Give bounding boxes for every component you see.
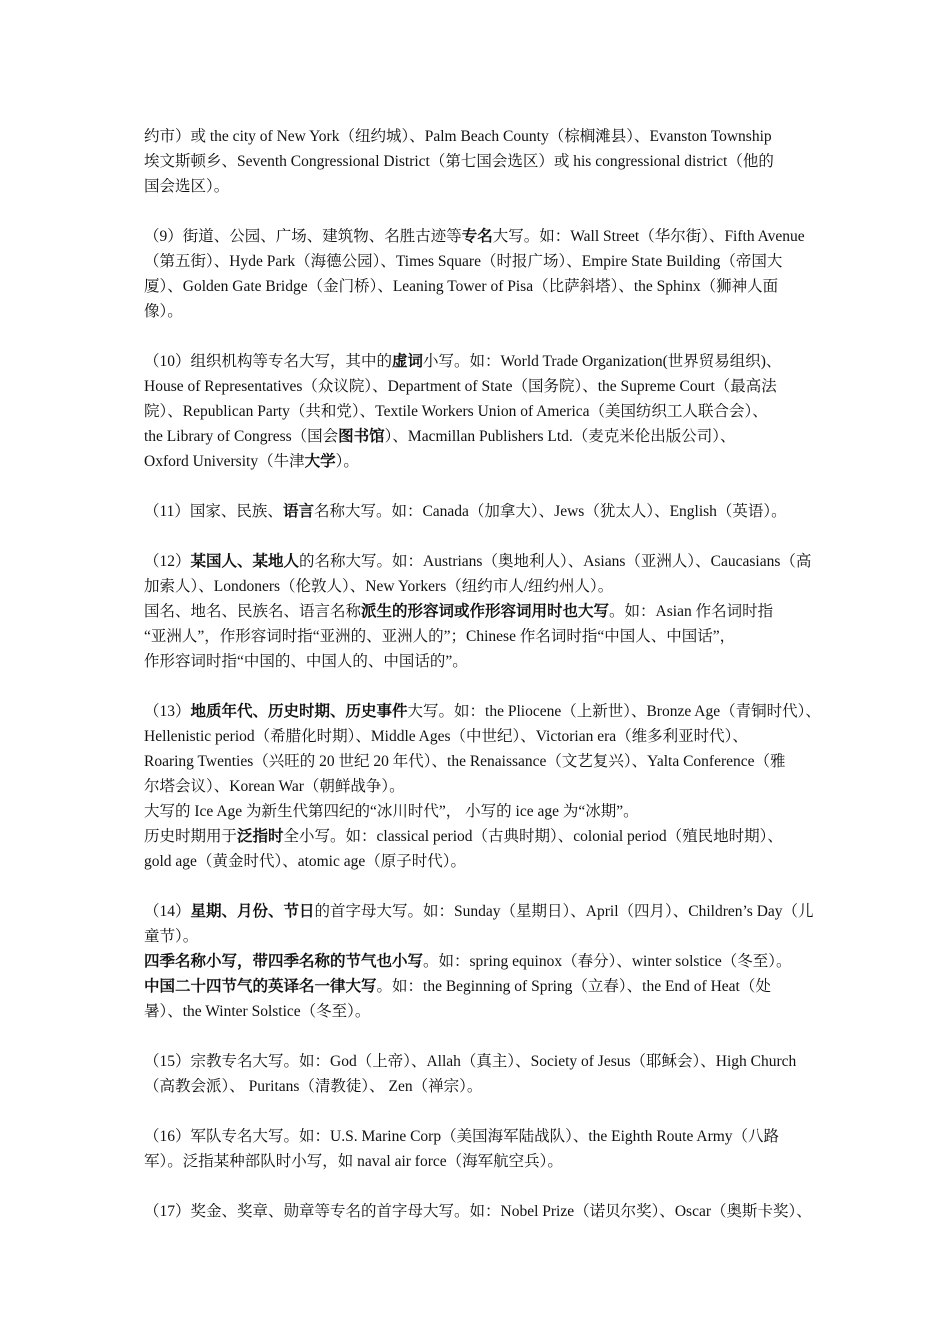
text-run: 国名、地名、民族名、语言名称 [144, 603, 362, 620]
text-line [144, 749, 820, 774]
text-run: 大写。如：the Pliocene（上新世）、Bronze Age（青铜时代）、 [407, 703, 821, 720]
text-run: 厦）、Golden Gate Bridge（金门桥）、Leaning Tower of Pisa（比萨斜塔）、the Sphinx（狮神人面 [144, 278, 779, 295]
text-run: 作形容词时指“中国的、中国人的、中国话的”。 [144, 653, 468, 670]
text-line [144, 1124, 820, 1149]
paragraph [144, 1199, 820, 1224]
text-line [144, 574, 820, 599]
text-line [144, 849, 820, 874]
text-line [144, 549, 820, 574]
emphasis-text: 派生的形容词或作形容词用时也大写 [361, 603, 610, 620]
text-run: 大写。如：Wall Street（华尔街）、Fifth Avenue [492, 228, 805, 245]
emphasis-text: 中国二十四节气的英译名一律大写 [144, 978, 377, 995]
emphasis-text: 语言 [282, 503, 314, 520]
text-line [144, 774, 820, 799]
paragraph-gap [144, 324, 820, 349]
paragraph-gap [144, 199, 820, 224]
text-run: ）、Macmillan Publishers Ltd.（麦克米伦出版公司）、 [384, 428, 736, 445]
text-run: 约市）或 the city of New York（纽约城）、Palm Beach County（棕榈滩县）、Evanston Township [144, 128, 772, 145]
emphasis-text: 大学 [304, 453, 336, 470]
text-run: 尔塔会议）、Korean War（朝鲜战争）。 [144, 778, 405, 795]
text-line [144, 999, 820, 1024]
text-line [144, 499, 820, 524]
text-run: Roaring Twenties（兴旺的 20 世纪 20 年代）、the Renaissance（文艺复兴）、Yalta Conference（雅 [144, 753, 786, 770]
paragraph-gap [144, 1099, 820, 1124]
text-line [144, 224, 820, 249]
text-line [144, 699, 820, 724]
emphasis-text: 专名 [461, 228, 493, 245]
text-line [144, 299, 820, 324]
emphasis-text: 图书馆 [338, 428, 385, 445]
text-line [144, 624, 820, 649]
text-line [144, 1199, 820, 1224]
paragraph [144, 1049, 820, 1099]
text-line [144, 449, 820, 474]
paragraph-gap [144, 1024, 820, 1049]
text-line [144, 899, 820, 924]
text-run: （13） [144, 703, 191, 720]
text-run: Oxford University（牛津 [144, 453, 305, 470]
text-run: （16）军队专名大写。如：U.S. Marine Corp（美国海军陆战队）、the Eighth Route Army（八路 [144, 1128, 780, 1145]
text-run: 。如：Asian 作名词时指 [609, 603, 774, 620]
text-line [144, 274, 820, 299]
text-line [144, 149, 820, 174]
paragraph [144, 499, 820, 524]
text-line [144, 174, 820, 199]
text-run: 像）。 [144, 303, 183, 320]
text-line [144, 399, 820, 424]
text-line [144, 599, 820, 624]
paragraph-gap [144, 674, 820, 699]
text-run: 历史时期用于 [144, 828, 238, 845]
emphasis-text: 虚词 [392, 353, 424, 370]
text-run: 加索人）、Londoners（伦敦人）、New Yorkers（纽约市人/纽约州人）。 [144, 578, 614, 595]
text-run: 的首字母大写。如：Sunday（星期日）、April（四月）、Children’s Day（儿 [314, 903, 814, 920]
paragraph-gap [144, 524, 820, 549]
paragraph [144, 699, 820, 874]
text-run: （11）国家、民族、 [144, 503, 283, 520]
emphasis-text: 地质年代、历史时期、历史事件 [190, 703, 408, 720]
text-run: 小写。如：World Trade Organization(世界贸易组织)、 [423, 353, 782, 370]
text-run: the Library of Congress（国会 [144, 428, 339, 445]
text-run: House of Representatives（众议院）、Department of State（国务院）、the Supreme Court（最高法 [144, 378, 777, 395]
paragraph [144, 1124, 820, 1174]
emphasis-text: 星期、月份、节日 [190, 903, 315, 920]
emphasis-text: 某国人、某地人 [190, 553, 300, 570]
text-run: （高教会派）、 Puritans（清教徒）、 Zen（禅宗）。 [144, 1078, 483, 1095]
text-line [144, 349, 820, 374]
text-run: ）。 [335, 453, 359, 470]
text-run: （9）街道、公园、广场、建筑物、名胜古迹等 [144, 228, 462, 245]
text-run: 的名称大写。如：Austrians（奥地利人）、Asians（亚洲人）、Caucasians（高 [299, 553, 812, 570]
text-line [144, 974, 820, 999]
text-run: 暑）、the Winter Solstice（冬至）。 [144, 1003, 371, 1020]
text-line [144, 799, 820, 824]
text-line [144, 924, 820, 949]
emphasis-text: 泛指时 [237, 828, 284, 845]
paragraph [144, 899, 820, 1024]
text-line [144, 1149, 820, 1174]
text-run: （第五街）、Hyde Park（海德公园）、Times Square（时报广场）、Empire State Building（帝国大 [144, 253, 783, 270]
text-run: （10）组织机构等专名大写，其中的 [144, 353, 393, 370]
paragraph [144, 349, 820, 474]
paragraph-gap [144, 1174, 820, 1199]
text-line [144, 949, 820, 974]
text-run: （14） [144, 903, 191, 920]
paragraph [144, 124, 820, 199]
text-run: （12） [144, 553, 191, 570]
text-line [144, 724, 820, 749]
paragraph-gap [144, 874, 820, 899]
text-run: gold age（黄金时代）、atomic age（原子时代）。 [144, 853, 467, 870]
text-line [144, 249, 820, 274]
text-run: Hellenistic period（希腊化时期）、Middle Ages（中世纪）、Victorian era（维多利亚时代）、 [144, 728, 748, 745]
text-line [144, 124, 820, 149]
paragraph-gap [144, 474, 820, 499]
text-line [144, 374, 820, 399]
text-line [144, 424, 820, 449]
text-line [144, 649, 820, 674]
text-line [144, 824, 820, 849]
text-line [144, 1049, 820, 1074]
text-run: 。如：spring equinox（春分）、winter solstice（冬至）。 [423, 953, 792, 970]
text-run: （17）奖金、奖章、勋章等专名的首字母大写。如：Nobel Prize（诺贝尔奖）、Oscar（奥斯卡奖）、 [144, 1203, 812, 1220]
text-run: （15）宗教专名大写。如：God（上帝）、Allah（真主）、Society of Jesus（耶稣会）、High Church [144, 1053, 797, 1070]
paragraph [144, 224, 820, 324]
text-line [144, 1074, 820, 1099]
text-run: 全小写。如：classical period（古典时期）、colonial period（殖民地时期）、 [283, 828, 783, 845]
text-run: 院）、Republican Party（共和党）、Textile Workers Union of America（美国纺织工人联合会）、 [144, 403, 768, 420]
emphasis-text: 四季名称小写，带四季名称的节气也小写 [144, 953, 424, 970]
paragraph [144, 549, 820, 674]
text-run: 军）。泛指某种部队时小写，如 naval air force（海军航空兵）。 [144, 1153, 563, 1170]
text-run: 国会选区）。 [144, 178, 230, 195]
text-run: 大写的 Ice Age 为新生代第四纪的“冰川时代”， 小写的 ice age 为“冰期”。 [144, 803, 639, 820]
text-run: “亚洲人”，作形容词时指“亚洲的、亚洲人的”；Chinese 作名词时指“中国人、中国话”， [144, 628, 736, 645]
text-run: 名称大写。如：Canada（加拿大）、Jews（犹太人）、English（英语）。 [313, 503, 787, 520]
text-run: 。如：the Beginning of Spring（立春）、the End of Heat（处 [376, 978, 771, 995]
text-run: 埃文斯顿乡、Seventh Congressional District（第七国会选区）或 his congressional district（他的 [144, 153, 774, 170]
text-run: 童节）。 [144, 928, 199, 945]
document-body [144, 124, 820, 1224]
